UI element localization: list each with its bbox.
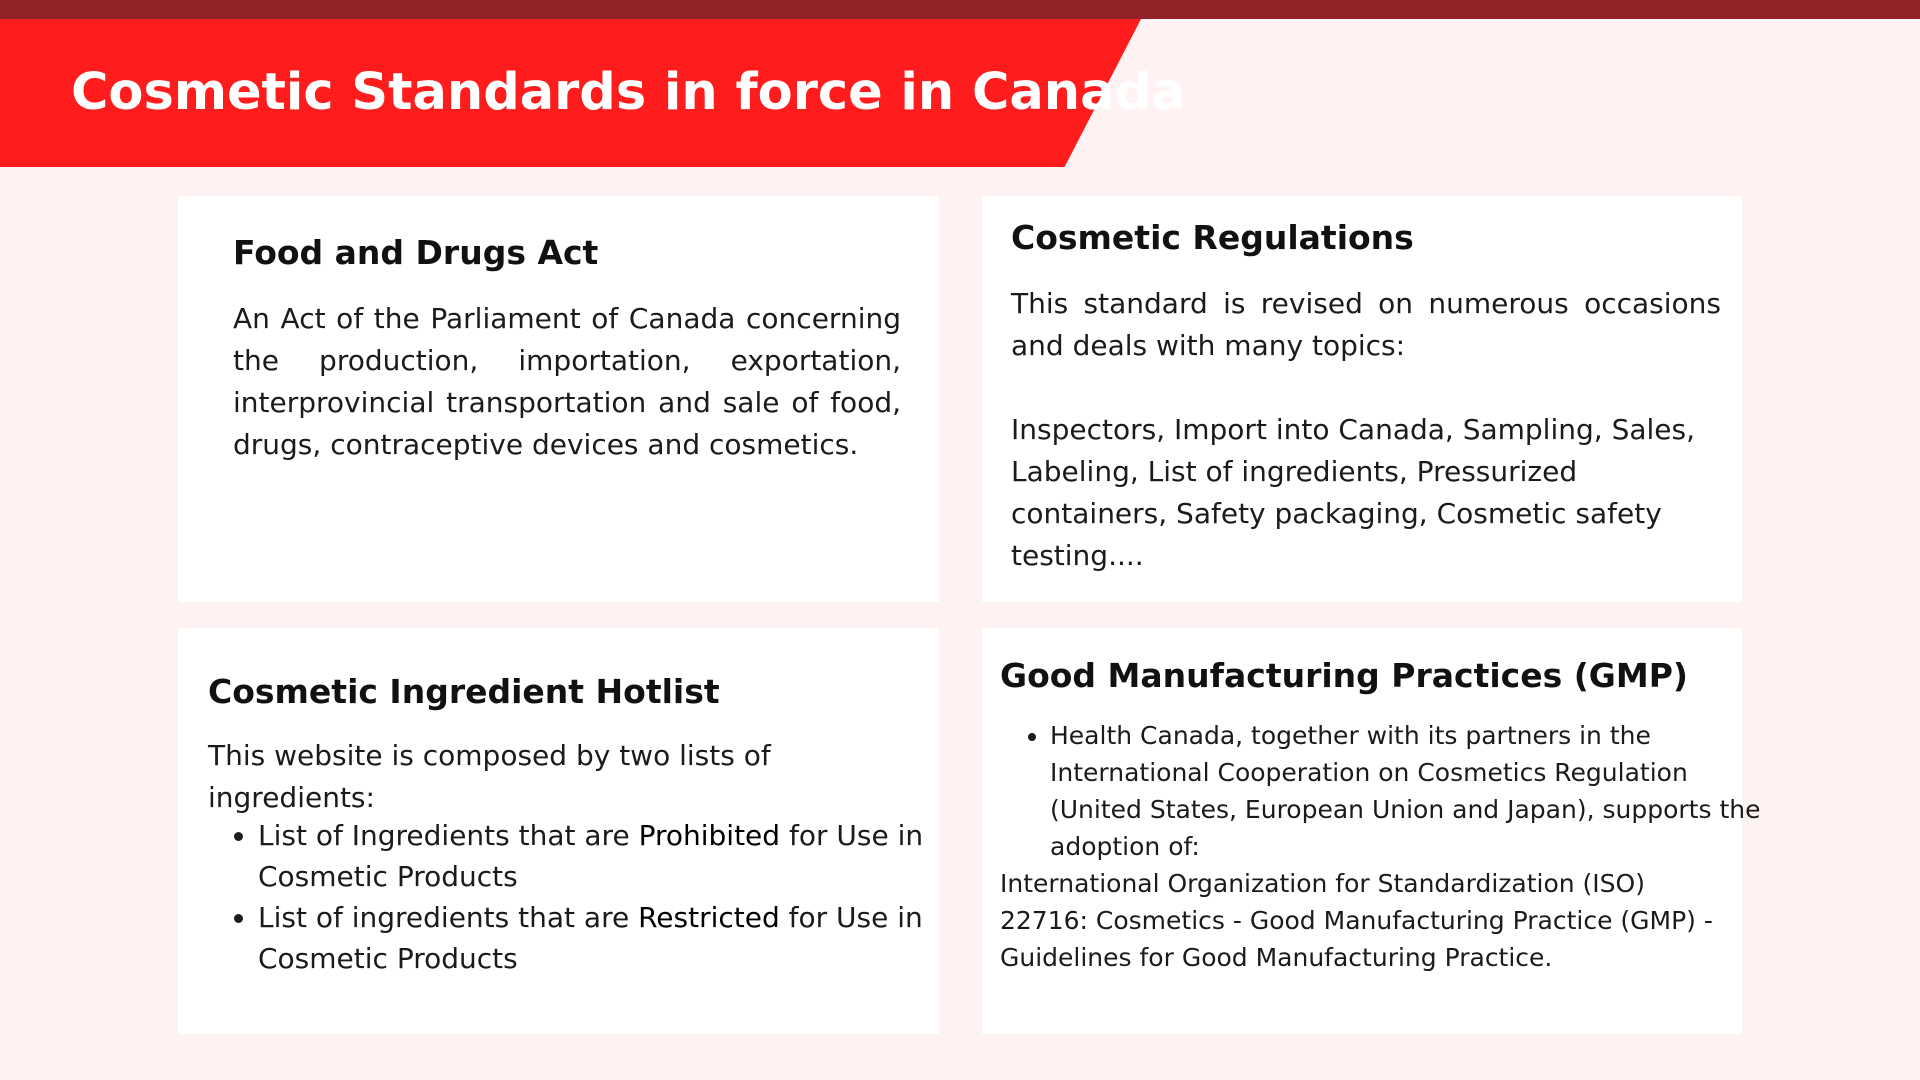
card-topics: Inspectors, Import into Canada, Sampling, Sales, Labeling, List of ingredients, Pressurized containers, Safety packaging, Cosmetic safety testing....	[1011, 413, 1695, 572]
ingredient-list	[208, 815, 968, 979]
card-good-manufacturing-practices	[982, 628, 1761, 1034]
list-item-text: List of ingredients that are	[258, 901, 639, 934]
card-cosmetic-ingredient-hotlist	[178, 628, 939, 1034]
card-title: Food and Drugs Act	[233, 233, 599, 272]
list-item-text: for Use in Cosmetic Products	[258, 901, 923, 975]
card-title: Cosmetic Ingredient Hotlist	[208, 672, 720, 711]
card-title: Cosmetic Regulations	[1011, 218, 1414, 257]
card-cosmetic-regulations	[982, 196, 1742, 602]
card-intro: This standard is revised on numerous occasions and deals with many topics:	[1011, 287, 1721, 362]
list-item-restricted	[258, 897, 968, 979]
card-title: Good Manufacturing Practices (GMP)	[1000, 656, 1689, 695]
card-food-and-drugs-act	[178, 196, 939, 602]
card-body: International Organization for Standardization (ISO) 22716: Cosmetics - Good Manufacturing Practice (GMP) - Guidelines for Good Manufacturing Practice.	[1000, 869, 1713, 972]
list-item-emphasis: Restricted	[638, 901, 780, 934]
list-item-text: for Use in Cosmetic Products	[258, 819, 924, 893]
list-item-text: List of Ingredients that are	[258, 819, 639, 852]
top-accent-strip	[0, 0, 1920, 19]
list-item-emphasis: Prohibited	[638, 819, 781, 852]
card-description: An Act of the Parliament of Canada concerning the production, importation, exportation, interprovincial transportation and sale of food, drugs, contraceptive devices and cosmetics.	[233, 302, 901, 461]
list-item: • Health Canada, together with its partners in the International Cooperation on Cosmetics Regulation (United States, European Union and Japan), supports the adoption of:	[1050, 717, 1772, 865]
page-title: Cosmetic Standards in force in Canada	[71, 63, 1186, 122]
list-item-prohibited	[258, 815, 968, 897]
card-intro: This website is composed by two lists of ingredients:	[208, 739, 771, 814]
gmp-bullet-list	[1000, 717, 1772, 865]
